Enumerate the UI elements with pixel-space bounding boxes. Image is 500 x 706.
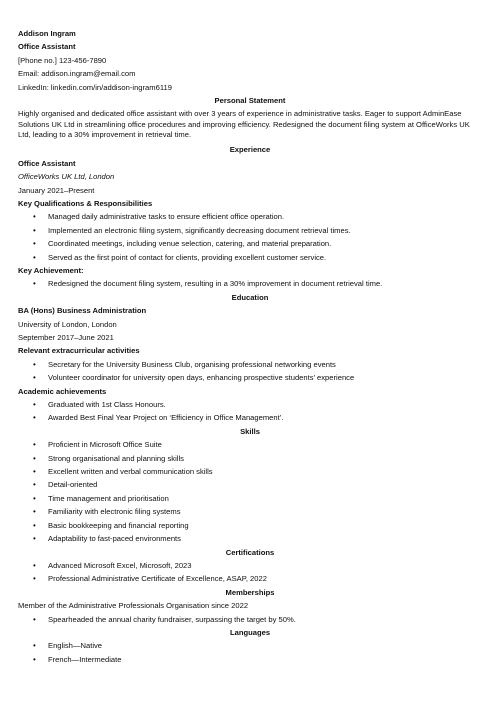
list-item: • Familiarity with electronic filing systems <box>18 505 482 518</box>
education-dates: September 2017–June 2021 <box>18 333 114 343</box>
key-achievement-list <box>18 277 482 290</box>
list-item: • Time management and prioritisation <box>18 492 482 505</box>
education-section <box>18 291 482 425</box>
section-heading-memberships: Memberships <box>225 587 275 597</box>
personal-statement-text: Highly organised and dedicated office assistant with over 3 years of experience in administrative tasks. Eager to support AdminEase Solutions UK Ltd in streamlining office procedures and improving efficiency. Redesigned the document filing system at OfficeWorks UK Ltd, leading to a 30% improvement in retrieval time. <box>18 109 470 140</box>
education-school: University of London, London <box>18 319 117 329</box>
phone-line: [Phone no.] 123-456-7890 <box>18 55 107 65</box>
section-heading-education: Education <box>231 292 269 302</box>
experience-role: Office Assistant <box>18 158 76 168</box>
certifications-list <box>18 559 482 586</box>
skills-section <box>18 425 482 546</box>
list-item: • Volunteer coordinator for university open days, enhancing prospective students’ experience <box>18 371 482 384</box>
section-heading-languages: Languages <box>229 627 271 637</box>
list-item: • Coordinated meetings, including venue selection, catering, and material preparation. <box>18 237 482 250</box>
linkedin-line: LinkedIn: linkedin.com/in/addison-ingram6119 <box>18 82 172 92</box>
experience-dates: January 2021–Present <box>18 185 95 195</box>
list-item: • French—Intermediate <box>18 653 482 666</box>
experience-company: OfficeWorks UK Ltd, London <box>18 172 115 182</box>
section-heading-certifications: Certifications <box>225 547 275 557</box>
list-item: • Adaptability to fast-paced environments <box>18 532 482 545</box>
personal-statement-section <box>18 94 482 143</box>
list-item: • Managed daily administrative tasks to ensure efficient office operation. <box>18 210 482 223</box>
skills-list <box>18 438 482 545</box>
qualifications-list <box>18 210 482 264</box>
activities-list <box>18 358 482 385</box>
list-item: • Proficient in Microsoft Office Suite <box>18 438 482 451</box>
list-item: • Advanced Microsoft Excel, Microsoft, 2023 <box>18 559 482 572</box>
list-item: • English—Native <box>18 639 482 652</box>
academic-achievements-heading: Academic achievements <box>18 386 107 396</box>
education-degree: BA (Hons) Business Administration <box>18 306 147 316</box>
header-section <box>18 27 482 94</box>
list-item: • Excellent written and verbal communication skills <box>18 465 482 478</box>
email-line: Email: addison.ingram@email.com <box>18 69 136 79</box>
section-heading-skills: Skills <box>240 426 260 436</box>
memberships-section <box>18 586 482 626</box>
list-item: • Secretary for the University Business Club, organising professional networking events <box>18 358 482 371</box>
section-heading-personal-statement: Personal Statement <box>214 96 286 106</box>
experience-section <box>18 143 482 290</box>
list-item: • Implemented an electronic filing system, significantly decreasing document retrieval times. <box>18 224 482 237</box>
languages-section <box>18 626 482 666</box>
job-title: Office Assistant <box>18 42 76 52</box>
list-item: • Served as the first point of contact for clients, providing excellent customer service. <box>18 251 482 264</box>
list-item: • Awarded Best Final Year Project on ‘Efficiency in Office Management’. <box>18 411 482 424</box>
list-item: • Graduated with 1st Class Honours. <box>18 398 482 411</box>
list-item: • Redesigned the document filing system, resulting in a 30% improvement in document retrieval time. <box>18 277 482 290</box>
languages-list <box>18 639 482 666</box>
activities-heading: Relevant extracurricular activities <box>18 346 140 356</box>
list-item: • Strong organisational and planning skills <box>18 452 482 465</box>
candidate-name: Addison Ingram <box>18 29 76 38</box>
academic-achievements-list <box>18 398 482 425</box>
membership-text: Member of the Administrative Professionals Organisation since 2022 <box>18 601 249 611</box>
certifications-section <box>18 546 482 586</box>
list-item: • Detail-oriented <box>18 478 482 491</box>
qualifications-heading: Key Qualifications & Responsibilities <box>18 198 153 208</box>
list-item: • Professional Administrative Certificate of Excellence, ASAP, 2022 <box>18 572 482 585</box>
list-item: • Spearheaded the annual charity fundraiser, surpassing the target by 50%. <box>18 613 482 626</box>
section-heading-experience: Experience <box>229 145 271 155</box>
key-achievement-heading: Key Achievement: <box>18 265 84 275</box>
memberships-list <box>18 613 482 626</box>
list-item: • Basic bookkeeping and financial reporting <box>18 519 482 532</box>
